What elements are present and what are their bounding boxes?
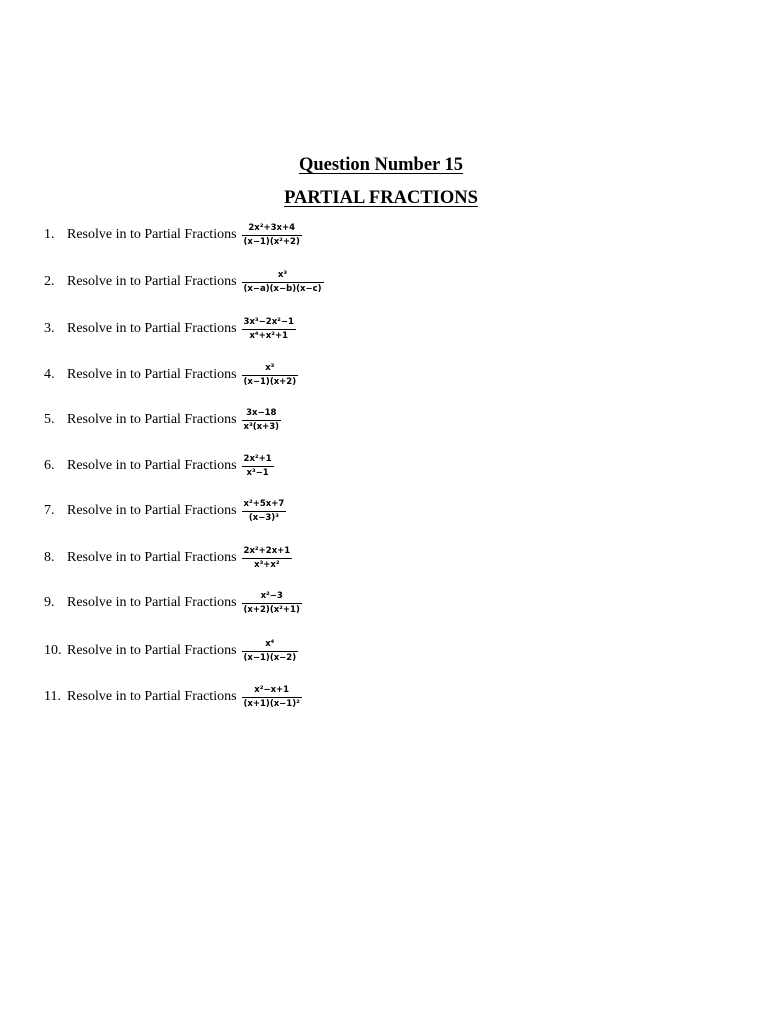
question-number: 1. bbox=[44, 227, 55, 242]
question-number: 3. bbox=[44, 321, 55, 336]
question-text: Resolve in to Partial Fractions bbox=[67, 689, 237, 704]
question-number: 6. bbox=[44, 458, 55, 473]
question-text: Resolve in to Partial Fractions bbox=[67, 643, 237, 658]
fraction-expression bbox=[242, 363, 299, 388]
fraction-numerator: x³ bbox=[242, 270, 324, 283]
question-text: Resolve in to Partial Fractions bbox=[67, 412, 237, 427]
question-number: 5. bbox=[44, 412, 55, 427]
fraction-numerator: 3x−18 bbox=[242, 408, 282, 421]
fraction-denominator: (x−1)(x²+2) bbox=[243, 236, 300, 247]
fraction-numerator: 2x²+2x+1 bbox=[242, 546, 293, 559]
fraction-numerator: x³ bbox=[242, 363, 299, 376]
question-number: 9. bbox=[44, 595, 55, 610]
question-text: Resolve in to Partial Fractions bbox=[67, 274, 237, 289]
fraction-expression bbox=[242, 685, 302, 710]
question-title: Question Number 15 bbox=[298, 155, 464, 175]
fraction-denominator: x⁴+x²+1 bbox=[249, 330, 289, 341]
question-number: 8. bbox=[44, 550, 55, 565]
topic-title: PARTIAL FRACTIONS bbox=[284, 188, 478, 208]
fraction-denominator: (x−a)(x−b)(x−c) bbox=[243, 283, 322, 294]
fraction-expression bbox=[242, 499, 287, 524]
question-item bbox=[44, 635, 298, 667]
fraction-denominator: (x−1)(x−2) bbox=[243, 652, 297, 663]
fraction-expression bbox=[242, 591, 302, 616]
fraction-numerator: x²−x+1 bbox=[242, 685, 302, 698]
fraction-denominator: (x+2)(x²+1) bbox=[243, 604, 300, 615]
question-text: Resolve in to Partial Fractions bbox=[67, 595, 237, 610]
question-item bbox=[44, 450, 274, 482]
question-text: Resolve in to Partial Fractions bbox=[67, 321, 237, 336]
fraction-denominator: x³(x+3) bbox=[243, 421, 280, 432]
fraction-numerator: 2x²+3x+4 bbox=[242, 223, 302, 236]
question-item bbox=[44, 587, 302, 619]
question-item bbox=[44, 495, 286, 527]
fraction-expression bbox=[242, 408, 282, 433]
fraction-denominator: (x−1)(x+2) bbox=[243, 376, 297, 387]
fraction-expression bbox=[242, 270, 324, 295]
question-item bbox=[44, 404, 281, 436]
fraction-expression bbox=[242, 223, 302, 248]
question-text: Resolve in to Partial Fractions bbox=[67, 550, 237, 565]
question-item bbox=[44, 359, 298, 391]
fraction-expression bbox=[242, 317, 296, 342]
question-item bbox=[44, 313, 296, 345]
question-number: 4. bbox=[44, 367, 55, 382]
fraction-denominator: (x−3)³ bbox=[248, 512, 279, 523]
fraction-denominator: (x+1)(x−1)² bbox=[243, 698, 300, 709]
fraction-numerator: x²−3 bbox=[242, 591, 302, 604]
fraction-expression bbox=[242, 546, 293, 571]
question-text: Resolve in to Partial Fractions bbox=[67, 227, 237, 242]
fraction-numerator: x⁴ bbox=[242, 639, 299, 652]
question-number: 10. bbox=[44, 643, 62, 658]
question-item bbox=[44, 266, 324, 298]
question-number: 7. bbox=[44, 503, 55, 518]
fraction-numerator: 2x²+1 bbox=[242, 454, 274, 467]
question-text: Resolve in to Partial Fractions bbox=[67, 458, 237, 473]
question-item bbox=[44, 219, 302, 251]
question-text: Resolve in to Partial Fractions bbox=[67, 503, 237, 518]
question-item bbox=[44, 681, 302, 713]
question-number: 2. bbox=[44, 274, 55, 289]
question-number: 11. bbox=[44, 689, 61, 704]
question-text: Resolve in to Partial Fractions bbox=[67, 367, 237, 382]
fraction-numerator: 3x³−2x²−1 bbox=[242, 317, 296, 330]
fraction-denominator: x³−1 bbox=[246, 467, 269, 478]
question-item bbox=[44, 542, 292, 574]
fraction-expression bbox=[242, 639, 299, 664]
fraction-numerator: x²+5x+7 bbox=[242, 499, 287, 512]
fraction-expression bbox=[242, 454, 274, 479]
fraction-denominator: x³+x² bbox=[254, 559, 280, 570]
